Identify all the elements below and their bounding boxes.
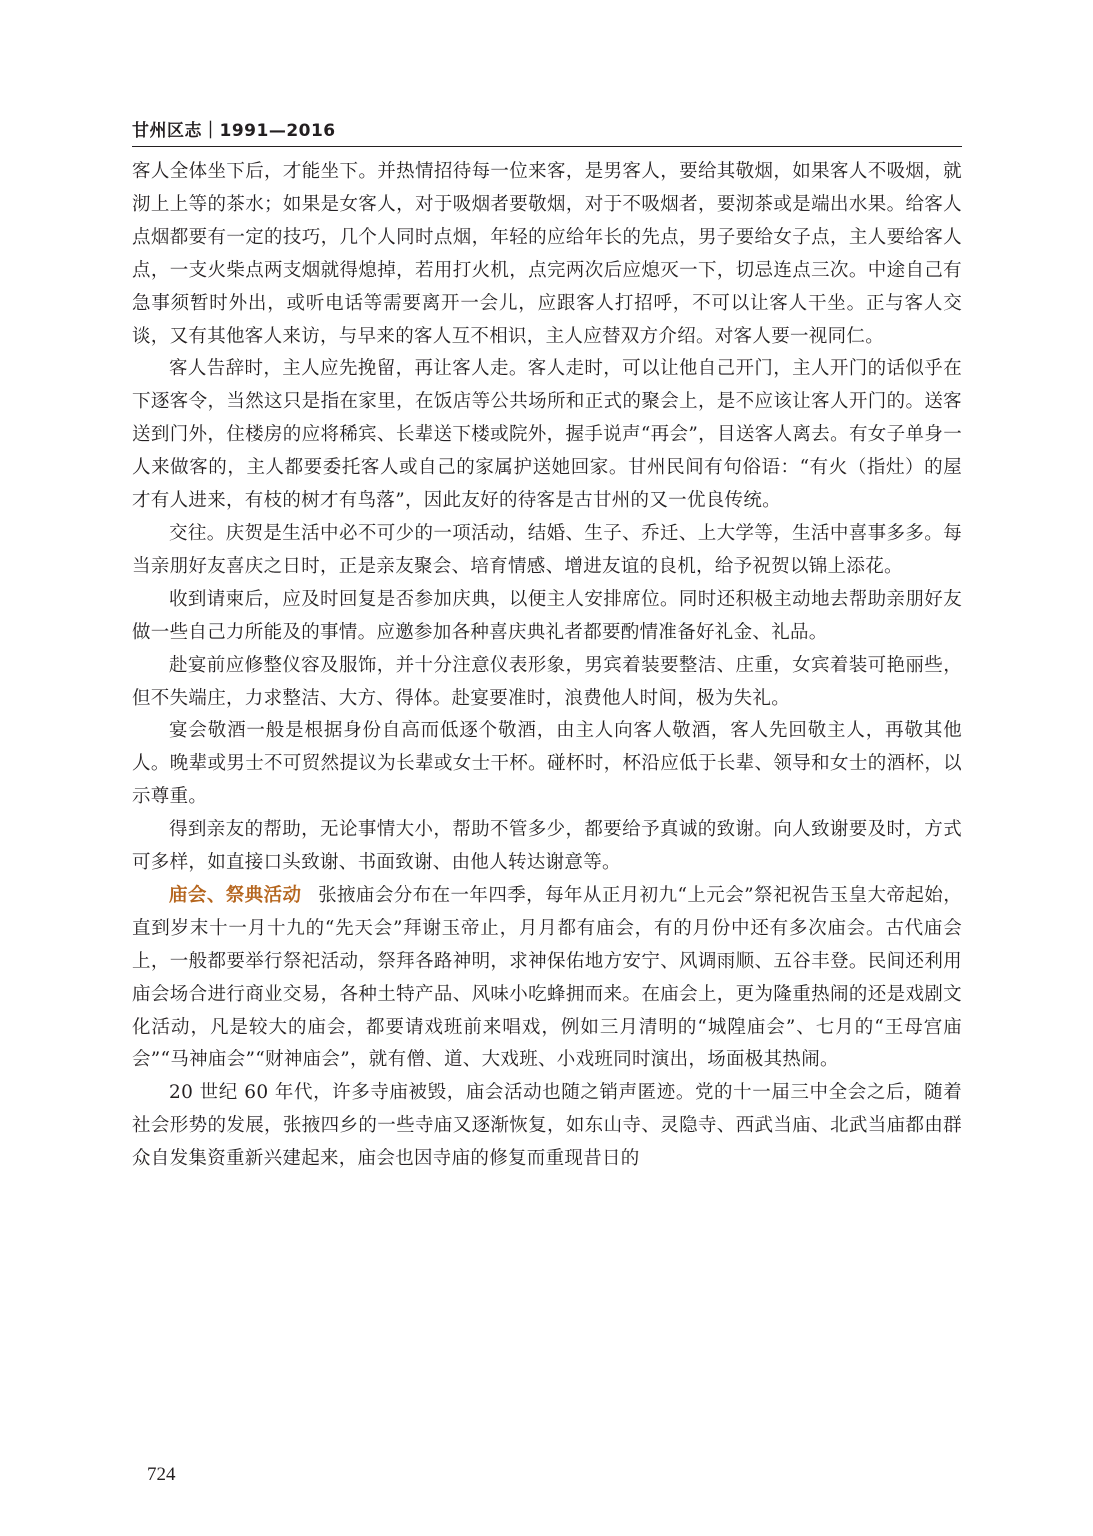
running-header bbox=[132, 120, 962, 147]
paragraph-text: 张掖庙会分布在一年四季，每年从正月初九“上元会”祭祀祝告玉皇大帝起始，直到岁末十一月十九的“先天会”拜谢玉帝止，月月都有庙会，有的月份中还有多次庙会。古代庙会上，一般都要举行祭祀活动，祭拜各路神明，求神保佑地方安宁、风调雨顺、五谷丰登。民间还利用庙会场合进行商业交易，各种土特产品、风味小吃蜂拥而来。在庙会上，更为隆重热闹的还是戏剧文化活动，凡是较大的庙会，都要请戏班前来唱戏，例如三月清明的“城隍庙会”、七月的“王母宫庙会”“马神庙会”“财神庙会”，就有僧、道、大戏班、小戏班同时演出，场面极其热闹。 bbox=[132, 884, 962, 1071]
paragraph-text: 客人全体坐下后，才能坐下。并热情招待每一位来客，是男客人，要给其敬烟，如果客人不吸烟，就沏上上等的茶水；如果是女客人，对于吸烟者要敬烟，对于不吸烟者，要沏茶或是端出水果。给客人点烟都要有一定的技巧，几个人同时点烟，年轻的应给年长的先点，男子要给女子点，主人要给客人点，一支火柴点两支烟就得熄掉，若用打火机，点完两次后应熄灭一下，切忌连点三次。中途自己有急事须暂时外出，或听电话等需要离开一会儿，应跟客人打招呼，不可以让客人干坐。正与客人交谈，又有其他客人来访，与早来的客人互不相识，主人应替双方介绍。对客人要一视同仁。 bbox=[132, 161, 962, 347]
paragraph-8 bbox=[132, 880, 962, 1077]
paragraph-1 bbox=[132, 156, 962, 353]
paragraph-6 bbox=[132, 715, 962, 814]
paragraph-text: 客人告辞时，主人应先挽留，再让客人走。客人走时，可以让他自己开门，主人开门的话似乎在下逐客令，当然这只是指在家里，在饭店等公共场所和正式的聚会上，是不应该让客人开门的。送客送到门外，住楼房的应将稀宾、长辈送下楼或院外，握手说声“再会”，目送客人离去。有女子单身一人来做客的，主人都要委托客人或自己的家属护送她回家。甘州民间有句俗语：“有火（指灶）的屋才有人进来，有枝的树才有鸟落”，因此友好的待客是古甘州的又一优良传统。 bbox=[132, 358, 962, 512]
paragraph-text: 得到亲友的帮助，无论事情大小，帮助不管多少，都要给予真诚的致谢。向人致谢要及时，方式可多样，如直接口头致谢、书面致谢、由他人转达谢意等。 bbox=[132, 819, 962, 874]
paragraph-text: 交往。庆贺是生活中必不可少的一项活动，结婚、生子、乔迁、上大学等，生活中喜事多多。每当亲朋好友喜庆之日时，正是亲友聚会、培育情感、增进友谊的良机，给予祝贺以锦上添花。 bbox=[132, 522, 962, 577]
paragraph-3 bbox=[132, 518, 962, 584]
paragraph-text: 20 世纪 60 年代，许多寺庙被毁，庙会活动也随之销声匿迹。党的十一届三中全会之后，随着社会形势的发展，张掖四乡的一些寺庙又逐渐恢复，如东山寺、灵隐寺、西武当庙、北武当庙都由群众自发集资重新兴建起来，庙会也因寺庙的修复而重现昔日的 bbox=[132, 1082, 962, 1170]
paragraph-text: 赴宴前应修整仪容及服饰，并十分注意仪表形象，男宾着装要整洁、庄重，女宾着装可艳丽些，但不失端庄，力求整洁、大方、得体。赴宴要准时，浪费他人时间，极为失礼。 bbox=[132, 654, 962, 709]
paragraph-text: 宴会敬酒一般是根据身份自高而低逐个敬酒，由主人向客人敬酒，客人先回敬主人，再敬其他人。晚辈或男士不可贸然提议为长辈或女士干杯。碰杯时，杯沿应低于长辈、领导和女士的酒杯，以示尊重。 bbox=[132, 720, 962, 808]
header-title: 甘州区志｜1991—2016 bbox=[132, 121, 336, 141]
paragraph-9 bbox=[132, 1077, 962, 1176]
paragraph-5 bbox=[132, 650, 962, 716]
paragraph-text: 收到请柬后，应及时回复是否参加庆典，以便主人安排席位。同时还积极主动地去帮助亲朋好友做一些自己力所能及的事情。应邀参加各种喜庆典礼者都要酌情准备好礼金、礼品。 bbox=[132, 588, 962, 643]
page-number: 724 bbox=[147, 1464, 176, 1485]
section-title: 庙会、祭典活动 bbox=[169, 884, 302, 906]
paragraph-2 bbox=[132, 353, 962, 518]
paragraph-7 bbox=[132, 814, 962, 880]
body-text bbox=[132, 156, 962, 1456]
paragraph-4 bbox=[132, 584, 962, 650]
